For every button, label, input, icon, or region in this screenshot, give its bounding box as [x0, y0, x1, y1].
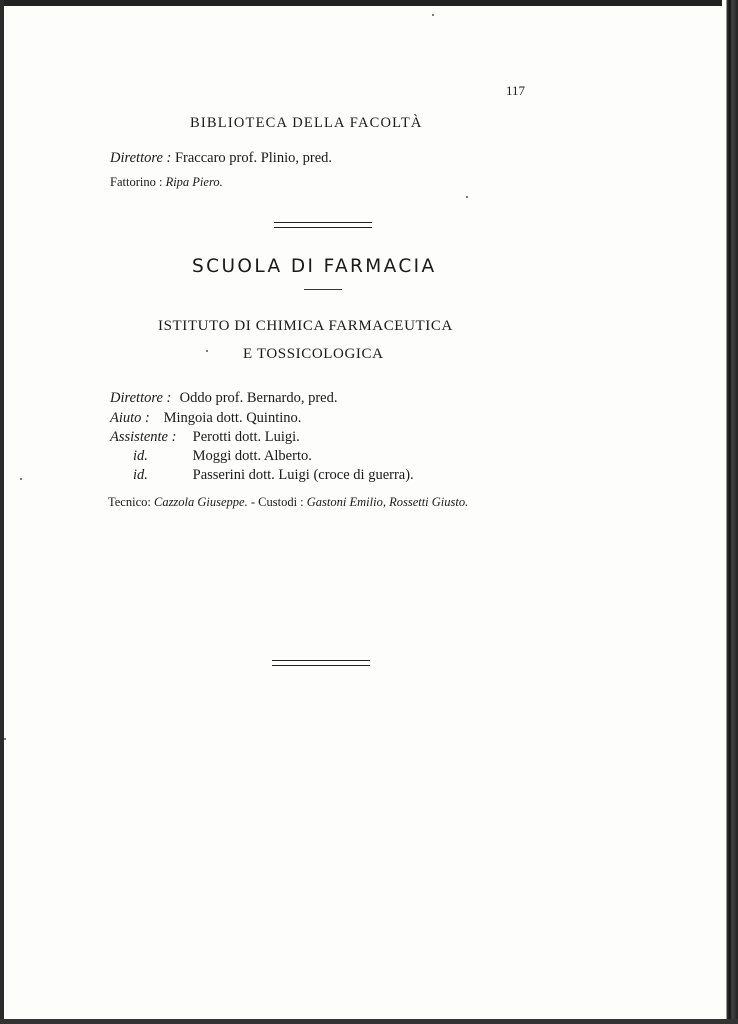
section-divider-1 [274, 222, 372, 228]
scan-border-right [722, 0, 738, 1024]
staff-value: Mingoia dott. Quintino. [163, 410, 302, 426]
scan-speck [206, 350, 208, 352]
scuola-underline [304, 289, 342, 290]
staff-value: Perotti dott. Luigi. [192, 429, 300, 445]
tecnico-label: Tecnico: [108, 495, 151, 509]
staff-label: Direttore : [110, 390, 172, 406]
custodi-label: - Custodi : [250, 495, 304, 509]
staff-label: Assistente : [110, 429, 177, 445]
custodi-value: Gastoni Emilio, Rossetti Giusto. [306, 495, 469, 509]
scan-speck [4, 738, 6, 740]
tecnico-value: Cazzola Giuseppe. [153, 495, 248, 509]
istituto-heading-line1: ISTITUTO DI CHIMICA FARMACEUTICA [158, 318, 453, 334]
direttore-label: Direttore : [110, 150, 172, 166]
scan-border-left [0, 0, 4, 1024]
fattorino-label: Fattorino : [110, 175, 163, 189]
staff-row [133, 448, 312, 465]
scan-speck [466, 196, 468, 198]
staff-value: Moggi dott. Alberto. [192, 448, 312, 464]
biblioteca-direttore-line [110, 150, 332, 167]
fattorino-value: Ripa Piero. [165, 175, 223, 189]
biblioteca-heading: BIBLIOTECA DELLA FACOLTÀ [190, 115, 423, 131]
section-divider-2 [272, 660, 370, 666]
staff-value: Oddo prof. Bernardo, pred. [179, 390, 338, 406]
staff-value: Passerini dott. Luigi (croce di guerra). [192, 467, 414, 483]
staff-row [110, 410, 301, 427]
staff-row [110, 429, 300, 446]
scuola-heading: SCUOLA DI FARMACIA [192, 256, 437, 277]
scan-speck [432, 14, 434, 16]
biblioteca-fattorino-line [110, 175, 223, 190]
tecnico-custodi-line [108, 495, 468, 510]
direttore-value: Fraccaro prof. Plinio, pred. [174, 150, 333, 166]
staff-label: id. [133, 467, 148, 483]
staff-row [133, 467, 414, 484]
staff-label: id. [133, 448, 148, 464]
istituto-heading-line2: E TOSSICOLOGICA [243, 346, 384, 362]
staff-label: Aiuto : [110, 410, 150, 426]
scan-speck [20, 478, 22, 480]
staff-row [110, 390, 337, 407]
scan-border-top [0, 0, 738, 6]
page-number: 117 [506, 83, 526, 98]
scan-border-bottom [0, 1019, 738, 1024]
